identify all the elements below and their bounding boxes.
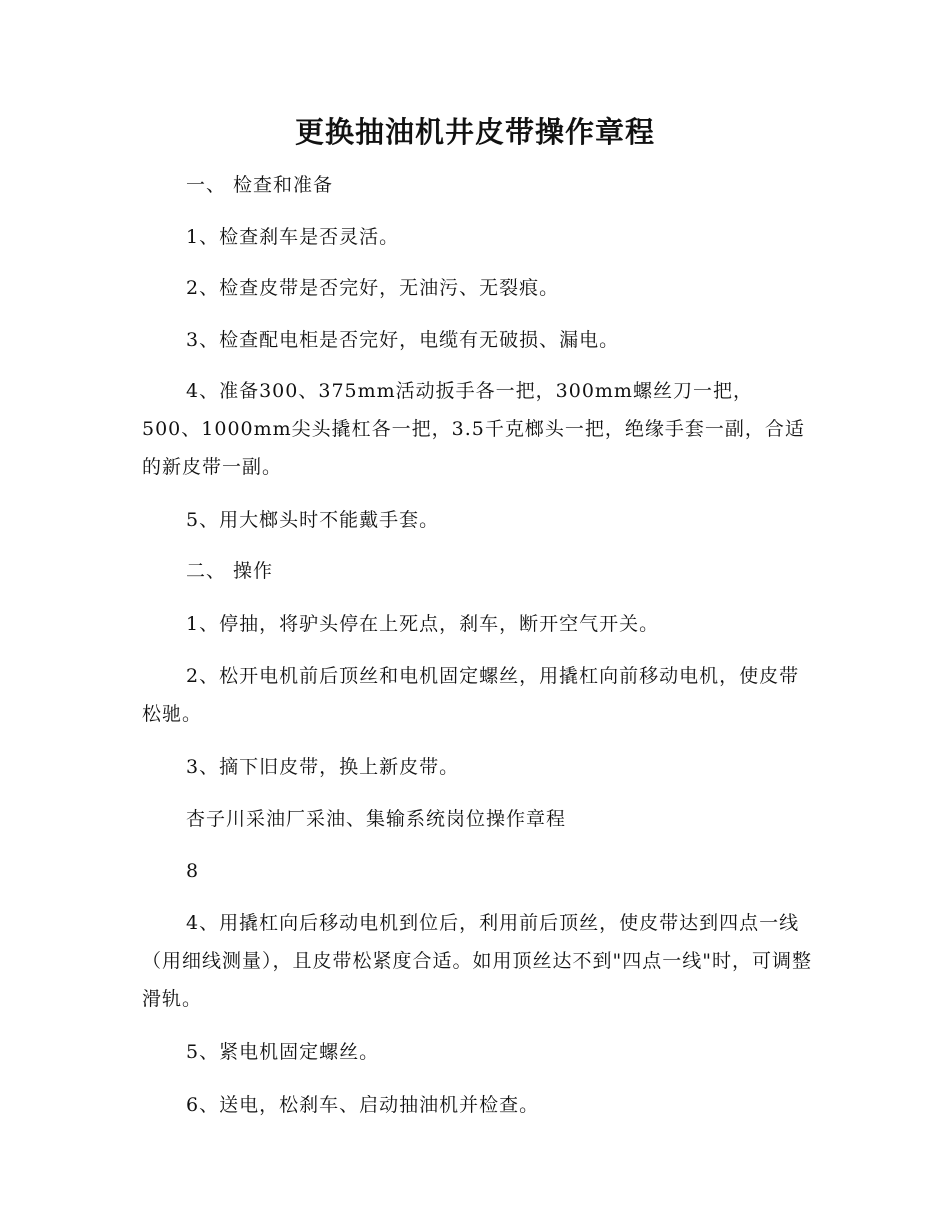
step-paragraph: 1、检查刹车是否灵活。 [186, 226, 400, 248]
step-paragraph: 4、准备300、375mm活动扳手各一把，300mm螺丝刀一把，500、1000mm尖头撬杠各一把，3.5千克榔头一把，绝缘手套一副，合适的新皮带一副。 [142, 380, 805, 478]
step-paragraph: 5、用大榔头时不能戴手套。 [186, 509, 440, 531]
step-paragraph: 6、送电，松刹车、启动抽油机并检查。 [186, 1094, 540, 1116]
step-paragraph: 2、检查皮带是否完好，无油污、无裂痕。 [186, 277, 560, 299]
section-heading-operation: 二、 操作 [186, 560, 274, 582]
page-number: 8 [186, 860, 200, 882]
step-paragraph: 4、用撬杠向后移动电机到位后，利用前后顶丝，使皮带达到四点一线（用细线测量），且皮带松紧度合适。如用顶丝达不到"四点一线"时，可调整滑轨。 [142, 912, 812, 1010]
step-paragraph: 5、紧电机固定螺丝。 [186, 1041, 380, 1063]
document-title: 更换抽油机井皮带操作章程 [294, 115, 655, 149]
section-heading-check-prepare: 一、 检查和准备 [186, 174, 334, 196]
running-header-text: 杏子川采油厂采油、集输系统岗位操作章程 [186, 808, 567, 830]
step-paragraph: 1、停抽，将驴头停在上死点，刹车，断开空气开关。 [186, 613, 660, 635]
step-paragraph: 3、摘下旧皮带，换上新皮带。 [186, 756, 460, 778]
step-paragraph: 3、检查配电柜是否完好，电缆有无破损、漏电。 [186, 329, 620, 351]
step-paragraph: 2、松开电机前后顶丝和电机固定螺丝，用撬杠向前移动电机，使皮带松驰。 [142, 665, 800, 725]
